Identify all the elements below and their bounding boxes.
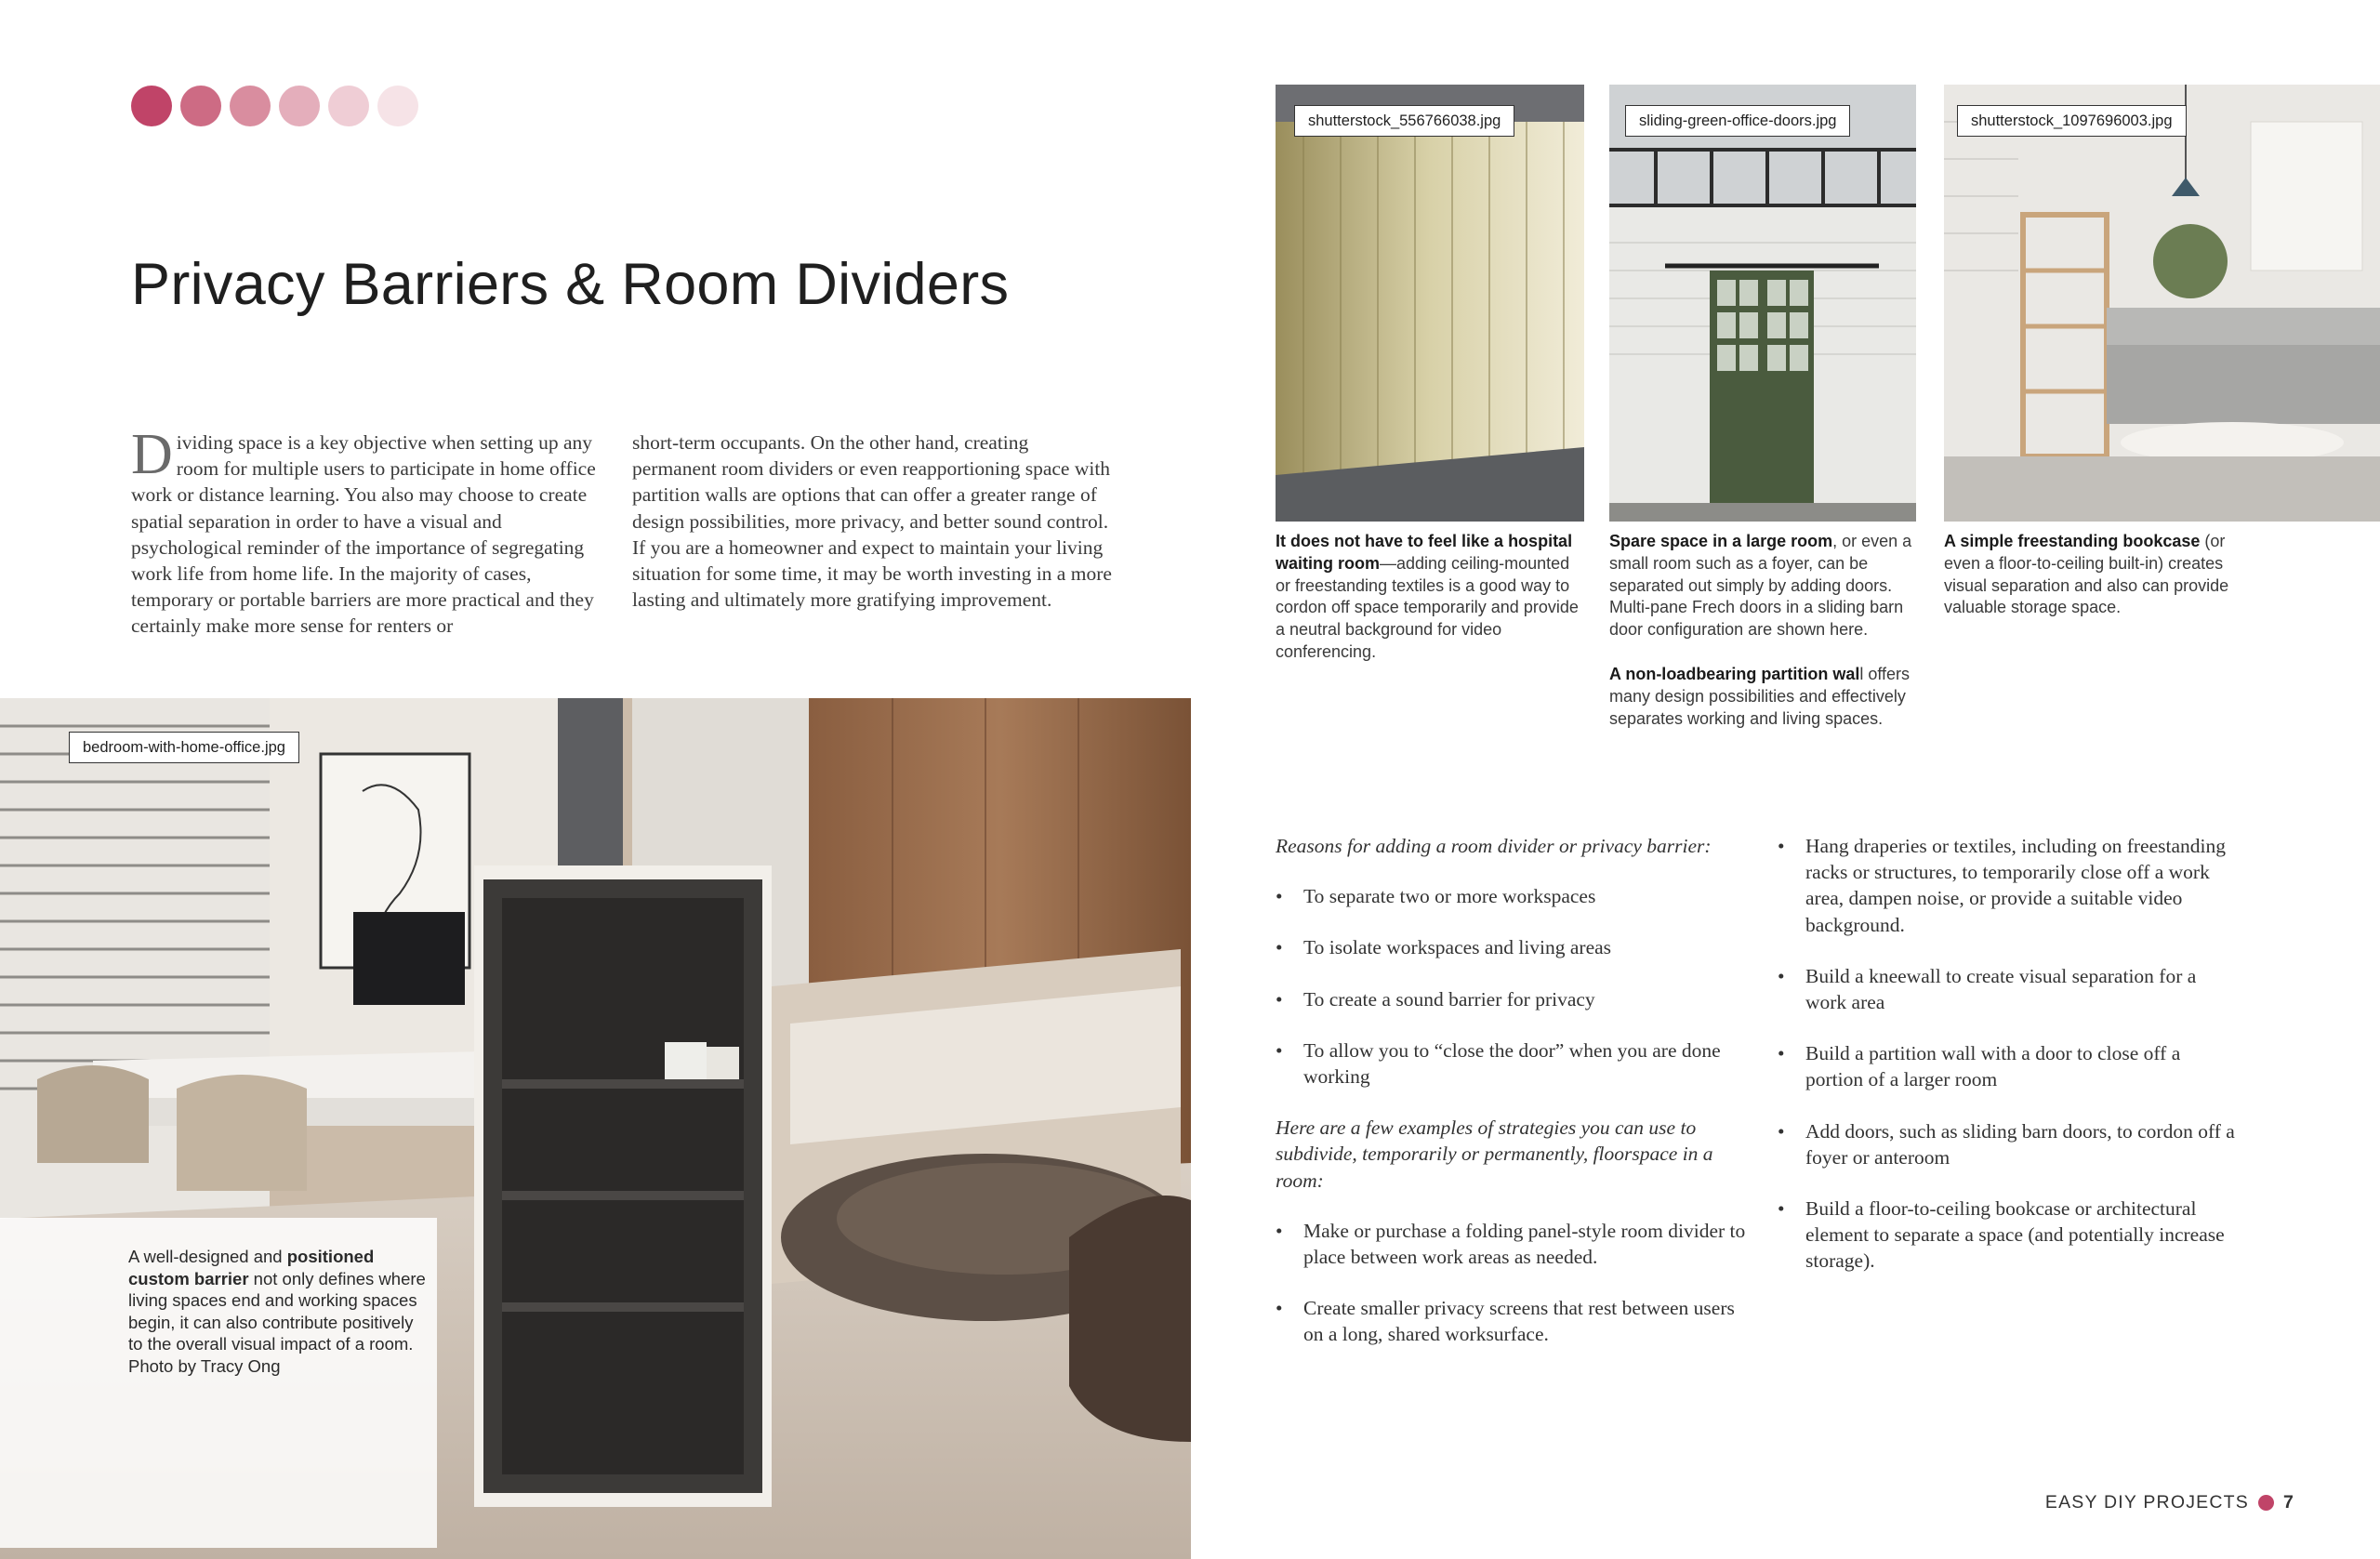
strategies-list <box>1276 1218 1750 1348</box>
list-item <box>1778 1040 2238 1092</box>
bookcase-caption <box>1944 531 2241 619</box>
list-item <box>1276 883 1750 909</box>
bullet: • <box>1276 1038 1283 1062</box>
strategies-lead: Here are a few examples of strategies you can use to subdivide, temporarily or permanently, floorspace in a room: <box>1276 1116 1713 1192</box>
bullet: • <box>1276 1219 1283 1242</box>
list-item-text: To create a sound barrier for privacy <box>1303 987 1595 1011</box>
list-item-text: Build a kneewall to create visual separation for a work area <box>1805 964 2197 1014</box>
list-item <box>1276 1218 1750 1270</box>
caption-text: (or even a floor-to-ceiling built-in) creates visual separation and also can provide valuable storage space. <box>1944 532 2229 617</box>
photo-filename-label: sliding-green-office-doors.jpg <box>1625 105 1850 137</box>
reasons-list <box>1276 883 1750 1090</box>
list-column-right <box>1778 833 2238 1300</box>
curtain-illustration <box>1276 85 1584 522</box>
list-item-text: Make or purchase a folding panel-style room divider to place between work areas as needed. <box>1303 1219 1746 1269</box>
caption-text: l offers many design possibilities and effectively separates working and living spaces. <box>1609 664 1911 728</box>
list-item <box>1276 1295 1750 1347</box>
curtain-photo <box>1276 85 1584 522</box>
palette-dot <box>230 86 271 126</box>
page-title: Privacy Barriers & Room Dividers <box>131 252 1010 317</box>
palette-dot <box>279 86 320 126</box>
bullet: • <box>1778 964 1785 987</box>
photo-filename-label: shutterstock_556766038.jpg <box>1294 105 1514 137</box>
bullet: • <box>1778 835 1785 857</box>
photo-filename-label: shutterstock_1097696003.jpg <box>1957 105 2187 137</box>
reasons-lead: Reasons for adding a room divider or privacy barrier: <box>1276 835 1712 857</box>
bullet: • <box>1778 1197 1785 1221</box>
color-palette <box>131 86 418 126</box>
intro-column-2: short-term occupants. On the other hand, creating permanent room dividers or even reapportioning space with partition walls are options that can offer a greater range of design possibilities, more privacy, and better sound control. If you are a homeowner and expect to maintain your living situation for some time, it may be worth investing in a more lasting and ultimately more gratifying improvement. <box>632 431 1112 612</box>
doors-caption <box>1609 531 1916 730</box>
footer-label: EASY DIY PROJECTS <box>2044 1492 2249 1513</box>
doors-caption-1 <box>1609 531 1916 641</box>
palette-dot <box>131 86 172 126</box>
page-number: 7 <box>2282 1492 2294 1513</box>
list-item <box>1778 833 2238 938</box>
list-item <box>1778 1196 2238 1275</box>
page-footer <box>2045 1492 2294 1513</box>
list-item-text: Hang draperies or textiles, including on freestanding racks or structures, to temporarily close off a work area, dampen noise, or provide a suitable video background. <box>1805 835 2226 936</box>
caption-bold: A simple freestanding bookcase <box>1944 532 2201 550</box>
strategies-list-continued <box>1778 833 2238 1275</box>
caption-bold: Spare space in a large room <box>1609 532 1833 550</box>
bullet: • <box>1778 1042 1785 1065</box>
bullet: • <box>1276 1297 1283 1320</box>
list-item-text: Build a partition wall with a door to close off a portion of a larger room <box>1805 1042 2181 1091</box>
bullet: • <box>1276 987 1283 1011</box>
list-item-text: To isolate workspaces and living areas <box>1303 936 1612 959</box>
list-item <box>1276 934 1750 960</box>
intro-column-1 <box>131 423 615 640</box>
bookcase-photo <box>1944 85 2380 522</box>
bedroom-caption-box <box>0 1218 437 1548</box>
bullet: • <box>1276 885 1283 908</box>
list-item-text: Build a floor-to-ceiling bookcase or architectural element to separate a space (and potentially increase storage). <box>1805 1197 2225 1273</box>
palette-dot <box>180 86 221 126</box>
bullet: • <box>1778 1119 1785 1143</box>
caption-text: A well-designed and <box>128 1247 287 1266</box>
list-item-text: To separate two or more workspaces <box>1303 885 1596 908</box>
photo-filename-label: bedroom-with-home-office.jpg <box>69 732 299 763</box>
bookcase-illustration <box>1944 85 2380 522</box>
palette-dot <box>328 86 369 126</box>
bedroom-caption <box>128 1246 426 1378</box>
doors-photo <box>1609 85 1916 522</box>
doors-illustration <box>1609 85 1916 522</box>
caption-text: not only defines where living spaces end and working spaces begin, it can also contribute positively to the overall visual impact of a room. Photo by Tracy Ong <box>128 1268 426 1376</box>
caption-bold: positioned custom barrier <box>128 1247 375 1288</box>
list-item-text: Add doors, such as sliding barn doors, to cordon off a foyer or anteroom <box>1805 1119 2235 1169</box>
caption-text: —adding ceiling-mounted or freestanding textiles is a good way to cordon off space temporarily and provide a neutral background for video conferencing. <box>1276 553 1579 661</box>
list-column-left <box>1276 833 1750 1373</box>
doors-caption-2 <box>1609 664 1916 730</box>
curtain-caption <box>1276 531 1582 664</box>
list-item <box>1276 986 1750 1012</box>
list-item <box>1778 1118 2238 1170</box>
caption-bold: A non-loadbearing partition wal <box>1609 664 1860 683</box>
drop-cap: D <box>131 423 173 486</box>
caption-text: , or even a small room such as a foyer, can be separated out simply by adding doors. Multi-pane Frech doors in a sliding barn door configuration are shown here. <box>1609 532 1912 640</box>
list-item <box>1276 1037 1750 1090</box>
footer-dot <box>2258 1495 2274 1511</box>
bullet: • <box>1276 936 1283 959</box>
caption-bold: It does not have to feel like a hospital waiting room <box>1276 532 1573 573</box>
palette-dot <box>377 86 418 126</box>
list-item-text: To allow you to “close the door” when you are done working <box>1303 1038 1721 1089</box>
intro-text-1: ividing space is a key objective when setting up any room for multiple users to participate in home office work or distance learning. You also may choose to create spatial separation in order to have a visual and psychological reminder of the importance of segregating work life from home life. In the majority of cases, temporary or portable barriers are more practical and they certainly make more sense for renters or <box>131 431 596 638</box>
list-item <box>1778 963 2238 1015</box>
list-item-text: Create smaller privacy screens that rest between users on a long, shared worksurface. <box>1303 1297 1735 1346</box>
